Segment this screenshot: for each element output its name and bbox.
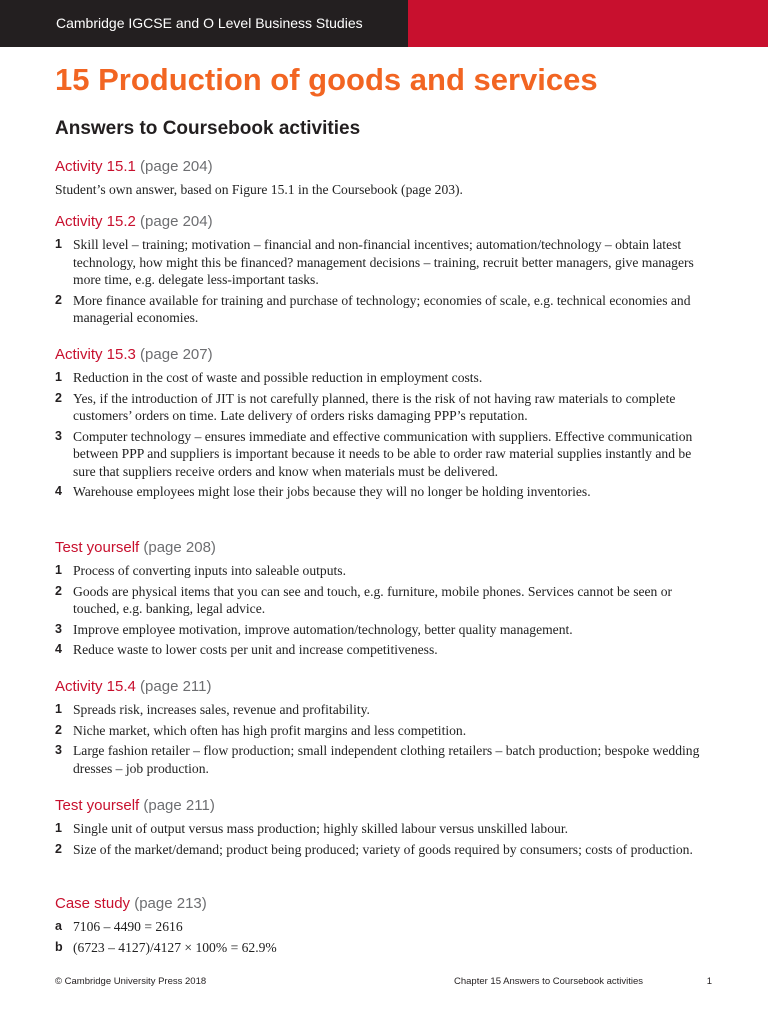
item-number: 1 xyxy=(55,702,62,716)
item-number: 3 xyxy=(55,428,62,443)
item-text: Computer technology – ensures immediate and effective communication with suppliers. Effective communication between PPP and suppliers is important because it needs to be able to order raw material supplies instantly and be sure that suppliers receive orders and know when materials must be delivered. xyxy=(73,428,693,479)
answer-list xyxy=(55,562,715,659)
item-text: Process of converting inputs into saleable outputs. xyxy=(73,563,346,578)
section-activity-15-2 xyxy=(55,212,715,330)
item-number: 2 xyxy=(55,722,62,737)
item-text: Niche market, which often has high profit margins and less competition. xyxy=(73,722,467,738)
item-number: 2 xyxy=(55,390,62,405)
section-page-ref: (page 213) xyxy=(134,895,207,912)
section-paragraph: Student’s own answer, based on Figure 15.1 in the Coursebook (page 203). xyxy=(55,182,463,197)
footer-chapter: Chapter 15 Answers to Coursebook activities xyxy=(454,976,644,987)
section-heading xyxy=(55,894,715,914)
item-text: (6723 – 4127)/4127 × 100% = 62.9% xyxy=(73,939,277,955)
item-number: 2 xyxy=(55,841,62,856)
item-text: Single unit of output versus mass production; highly skilled labour versus unskilled labour. xyxy=(73,821,568,836)
item-text: Goods are physical items that you can see and touch, e.g. furniture, mobile phones. Services cannot be seen or touched, e.g. banking, legal advice. xyxy=(73,583,673,616)
item-number: b xyxy=(55,939,63,954)
page-subtitle: Answers to Coursebook activities xyxy=(55,118,361,139)
item-text: Reduction in the cost of waste and possible reduction in employment costs. xyxy=(73,370,483,385)
section-page-ref: (page 208) xyxy=(143,539,216,556)
header-book-title: Cambridge IGCSE and O Level Business Studies xyxy=(0,0,408,47)
item-number: 4 xyxy=(55,642,62,656)
list-item xyxy=(55,369,715,387)
section-page-ref: (page 211) xyxy=(140,678,212,695)
list-item xyxy=(55,742,715,777)
item-text: Large fashion retailer – flow production; small independent clothing retailers – batch production; bespoke wedding dresses – job production. xyxy=(73,743,700,776)
section-heading xyxy=(55,677,715,697)
section-title: Case study xyxy=(55,895,131,912)
section-heading xyxy=(55,538,715,558)
section-page-ref: (page 211) xyxy=(143,797,215,814)
section-title: Test yourself xyxy=(55,539,140,556)
answer-list xyxy=(55,820,715,858)
item-text: Warehouse employees might lose their jobs because they will no longer be holding inventories. xyxy=(73,484,591,499)
section-case-study xyxy=(55,894,715,959)
list-item xyxy=(55,292,715,327)
answer-list xyxy=(55,918,715,956)
section-heading xyxy=(55,345,715,365)
list-item xyxy=(55,621,715,639)
item-text: Improve employee motivation, improve automation/technology, better quality management. xyxy=(73,621,573,637)
section-title: Activity 15.1 xyxy=(55,158,136,175)
footer-page-number: 1 xyxy=(706,976,712,987)
section-heading xyxy=(55,212,715,232)
list-item xyxy=(55,583,715,618)
item-number: a xyxy=(55,919,62,933)
list-item xyxy=(55,428,715,481)
section-page-ref: (page 204) xyxy=(140,213,213,230)
list-item xyxy=(55,918,715,936)
item-number: 3 xyxy=(55,743,62,757)
list-item xyxy=(55,483,715,501)
section-activity-15-1 xyxy=(55,157,715,198)
list-item xyxy=(55,562,715,580)
list-item xyxy=(55,939,715,957)
section-title: Activity 15.3 xyxy=(55,346,136,363)
answer-list xyxy=(55,236,715,327)
list-item xyxy=(55,701,715,719)
section-activity-15-4 xyxy=(55,677,715,780)
item-number: 1 xyxy=(55,370,62,384)
item-text: More finance available for training and purchase of technology; economies of scale, e.g. technical economies and managerial economies. xyxy=(73,292,691,325)
section-heading xyxy=(55,796,715,816)
list-item xyxy=(55,236,715,289)
item-text: 7106 – 4490 = 2616 xyxy=(73,919,183,934)
section-test-yourself-208 xyxy=(55,538,715,662)
list-item xyxy=(55,641,715,659)
section-heading xyxy=(55,157,715,177)
item-number: 1 xyxy=(55,563,62,577)
section-activity-15-3 xyxy=(55,345,715,504)
list-item xyxy=(55,722,715,740)
answer-list xyxy=(55,369,715,501)
item-number: 1 xyxy=(55,237,62,251)
list-item xyxy=(55,390,715,425)
list-item xyxy=(55,841,715,859)
item-number: 1 xyxy=(55,821,62,835)
item-number: 4 xyxy=(55,484,62,498)
footer-copyright: © Cambridge University Press 2018 xyxy=(55,976,207,987)
item-number: 2 xyxy=(55,292,62,307)
section-title: Test yourself xyxy=(55,797,140,814)
section-page-ref: (page 204) xyxy=(140,158,213,175)
section-test-yourself-211 xyxy=(55,796,715,861)
section-page-ref: (page 207) xyxy=(140,346,213,363)
item-text: Size of the market/demand; product being produced; variety of goods required by consumers; costs of production. xyxy=(73,841,693,857)
item-number: 2 xyxy=(55,583,62,598)
item-text: Spreads risk, increases sales, revenue and profitability. xyxy=(73,702,370,717)
list-item xyxy=(55,820,715,838)
item-number: 3 xyxy=(55,621,62,636)
chapter-title: 15 Production of goods and services xyxy=(55,62,598,97)
item-text: Reduce waste to lower costs per unit and increase competitiveness. xyxy=(73,642,438,657)
item-text: Yes, if the introduction of JIT is not carefully planned, there is the risk of not having raw materials to complete customers’ orders on time. Late delivery of orders risks damaging PPP’s reputation. xyxy=(73,390,676,423)
section-title: Activity 15.2 xyxy=(55,213,136,230)
item-text: Skill level – training; motivation – financial and non-financial incentives; automation/technology – obtain latest technology, how might this be financed? management decisions – training, recruit better managers, give managers more time, e.g. delegate less-important tasks. xyxy=(73,237,694,287)
section-title: Activity 15.4 xyxy=(55,678,136,695)
answer-list xyxy=(55,701,715,777)
